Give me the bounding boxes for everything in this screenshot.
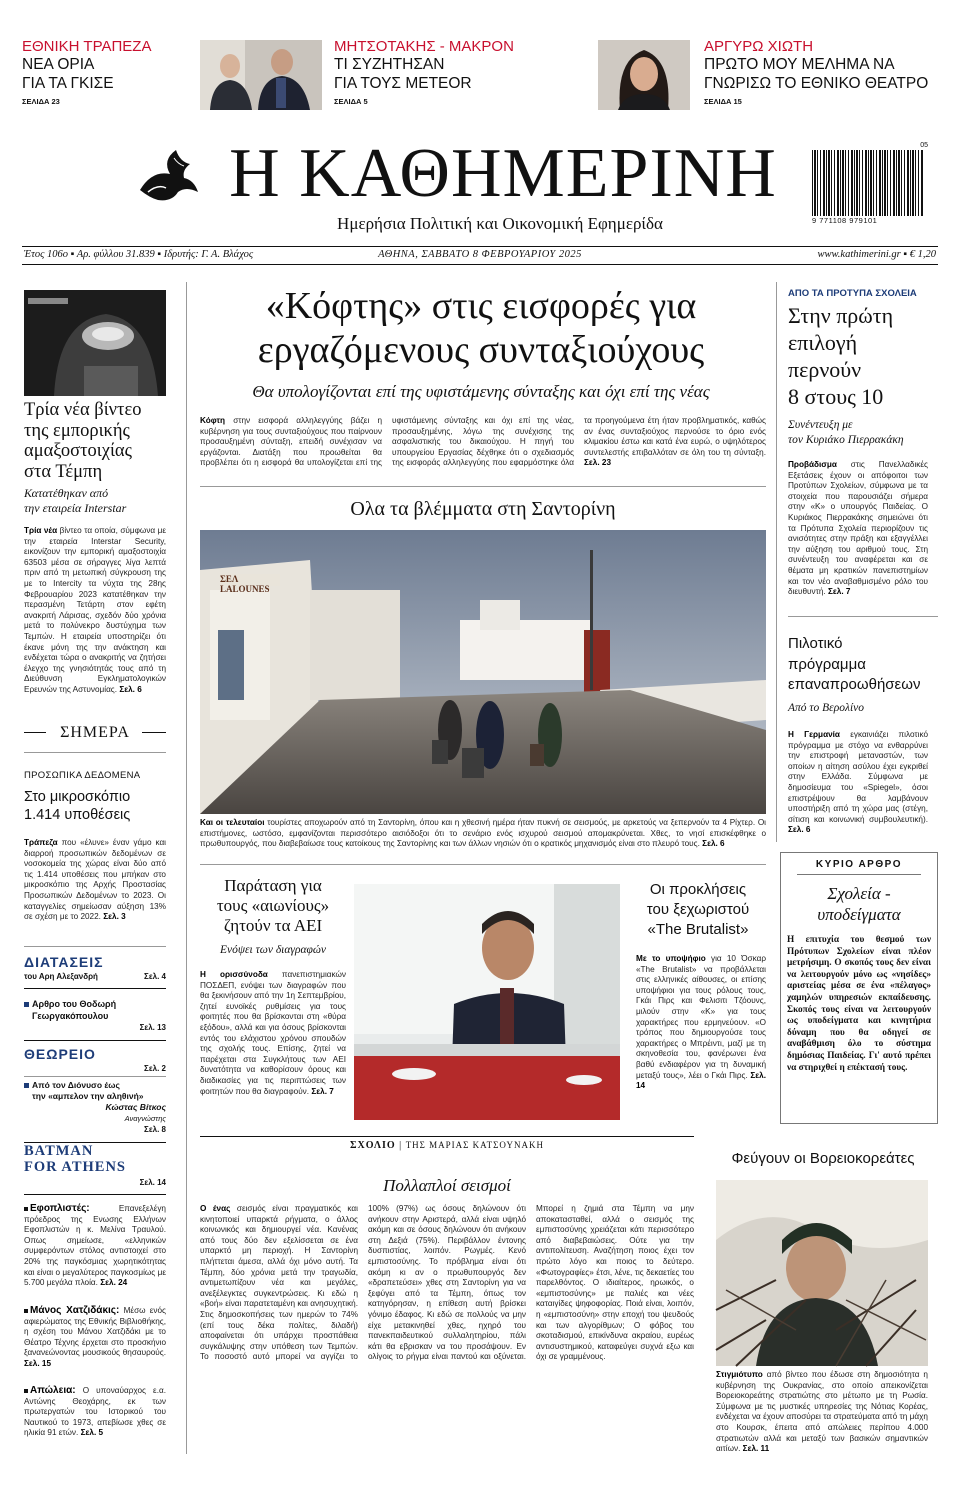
- diatasis-author: του Αρη Αλεξανδρή: [24, 972, 98, 981]
- masthead-subtitle: Ημερήσια Πολιτική και Οικονομική Εφημερίδα: [337, 214, 663, 233]
- bullet-icon: [24, 1002, 29, 1007]
- brief-shipowners: Εφοπλιστές: Επανεξελέγη πρόεδρος της Ενωσης Ελλήνων Εφοπλιστών η κ. Μελίνα Τραυλού. Οπως σημείωσε, «ελληνικών συμφερόντων στόλος αντιστοιχεί στο 20% της παγκόσμιας χωρητικότητας και είναι ο μεγαλύτερος παγκοσμίως με 5.700 μεγάλα πλοία. Σελ. 24: [24, 1203, 166, 1288]
- teaser-photo-argyro-chioti: [598, 40, 690, 110]
- two-leaders-illustration: [200, 40, 322, 110]
- tempi-headline: αμαξοστοιχίας: [24, 441, 132, 461]
- schools-subhead: Συνέντευξη με τον Κυριάκο Πιερρακάκη: [788, 419, 904, 446]
- tempi-video-still: [24, 290, 166, 396]
- griffin-logo-icon: [132, 140, 204, 210]
- brutalist-scene-illustration: [354, 884, 620, 1120]
- dionysus-article[interactable]: Από τον Διόνυσο έως την «αμπελον την αληθινή» Κώστας Βίτκος Αναγνώστης Σελ. 8: [24, 1080, 166, 1140]
- bullet-icon: [24, 1389, 28, 1393]
- editorial-headline[interactable]: Σχολεία - υποδείγματα: [817, 884, 901, 924]
- teaser-kicker: ΜΗΤΣΟΤΑΚΗΣ - ΜΑΚΡΟΝ: [334, 38, 514, 55]
- brief-hatzidakis: Μάνος Χατζιδάκις: Μέσω ενός αφιερώματος της Εθνικής Βιβλιοθήκης, η σχέση του Μάνου Χατζιδάκι με το Θέατρο Τέχνης έρχεται στο προσκήνιο ξανανεώνοντας μουσικούς θησαυρούς. Σελ. 15: [24, 1305, 166, 1368]
- teaser-mitsotakis-macron[interactable]: [334, 38, 544, 114]
- tempi-headline: Τρία νέα βίντεο: [24, 400, 142, 420]
- teaser-photo-mitsotakis-macron: [200, 40, 322, 110]
- today-label: ΣΗΜΕΡΑ: [60, 724, 130, 741]
- pilot-subhead: Από το Βερολίνο: [788, 702, 865, 714]
- privacy-kicker: ΠΡΟΣΩΠΙΚΑ ΔΕΔΟΜΕΝΑ: [24, 770, 141, 781]
- teaser-page: ΣΕΛΙΔΑ 15: [704, 97, 742, 106]
- teaser-title: ΓΙΑ ΤΟΥΣ METEOR: [334, 75, 472, 92]
- diatasis-ref: Σελ. 4: [144, 972, 166, 981]
- brutalist-body: Με το υποψήφιο για 10 Όσκαρ «The Brutalist» να προβάλλεται στις ελληνικές αίθουσες, οι επίσης υποψήφιοι για τους ρόλους τους, Γκάι Πιρς και Φελισιτι Τζόουνς, μιλούν στην «Κ» για τους χαρακτήρες που ερμηνεύουν. «Ο τρόπος που δημιουργούσε τους χαρακτήρες ο Μπρέιντι, μαζί με τη σκηνοθεσία του, φανέρωνει ένα βαθύ ενδιαφέρον για τη δυναμική μεταξύ τους», λέει ο Γκάι Πιρς. Σελ. 14: [636, 954, 766, 1091]
- tempi-body: Τρία νέα βίντεο τα οποία, σύμφωνα με την εταιρεία Interstar Security, εικονίζουν την εμπορική αμαξοστοιχία 63503 μέσα σε σήραγγες λίγα λεπτά πριν από τη μετωπική σύγκρουση της με το Intercity τα νύχτα της 28ης Φεβρουαρίου 2023 κατατέθηκαν την περασμένη Τετάρτη στον εφέτη ανακριτή Λάρισας, σχεδόν δύο χρόνια μετά το πολύνεκρο δυστύχημα των Τεμπών. Η εταιρεία υποστηρίζει ότι έκανε μόνη της την ανάκτηση και ενδέχεται τώρα ο ανακριτής να ζητήσει έλεγχο της γνησιότητάς τους από τη Διεύθυνση Εγκληματολογικών Ερευνών της Αστυνομίας. Σελ. 6: [24, 526, 167, 694]
- schools-body: Προβάδισμα στις Πανελλαδικές Εξετάσεις έχουν οι απόφοιτοι των Προτύπων Σχολείων, σύμφωνα με τα στοιχεία που παρουσιάζει σήμερα στην «Κ» ο υπουργός Παιδείας. Ο Κυριάκος Πιερρακάκης σημειώνει ότι τα Πρότυπα Σχολεία περιορίζουν τις ανισότητες στην πράξη και εξαγγέλλει την αύξηση του αριθμού τους. Στη συνέντευξη του αναφέρεται και σε θέματα μη κρατικών πανεπιστημίων και τον νέο αναβαθμισμένο ρόλο του διευθυντή. Σελ. 7: [788, 460, 928, 597]
- lead-headline[interactable]: «Κόφτης» στις εισφορές για εργαζόμενους συνταξιούχους: [257, 285, 705, 371]
- teaser-kicker: ΑΡΓΥΡΩ ΧΙΩΤΗ: [704, 38, 814, 55]
- editorial-box: [780, 852, 938, 1124]
- bullet-icon: [24, 1083, 29, 1088]
- schools-kicker: ΑΠΟ ΤΑ ΠΡΟΤΥΠΑ ΣΧΟΛΕΙΑ: [788, 288, 917, 299]
- brutalist-photo: [354, 884, 620, 1120]
- teaser-title: ΤΙ ΣΥΖΗΤΗΣΑΝ: [334, 56, 445, 73]
- santorini-shop-sign: ΣΕΛ LALOUNES: [220, 574, 280, 586]
- santorini-street-illustration: [200, 530, 766, 814]
- santorini-headline[interactable]: Ολα τα βλέμματα στη Σαντορίνη: [350, 498, 616, 520]
- teaser-title: ΓΙΑ ΤΑ ΓΚΙΣΕ: [22, 75, 114, 92]
- teaser-argyro-chioti[interactable]: [704, 38, 944, 114]
- barcode-issue: 05: [920, 142, 928, 149]
- soldier-snow-illustration: [716, 1180, 928, 1366]
- bullet-icon: [24, 1309, 28, 1313]
- schools-headline[interactable]: Στην πρώτη επιλογή περνούν 8 στους 10: [788, 303, 894, 409]
- batman-for-athens[interactable]: BATMAN FOR ATHENS: [24, 1143, 126, 1175]
- lead-body: Κόφτη στην εισφορά αλληλεγγύης βάζει η κυβέρνηση για τους συνταξιούχους που παίρνουν προσαυξημένη σύνταξη, επειδή συνέχισαν να εργάζονται. Διατάξη που προωθείται θα προβλέπει ότι η εισφορά θα υπολογίζεται επί της υφιστάμενης σύνταξης και όχι επί της νέας, προσαυξημένης, λόγω της συνέχισης της ασφαλιστικής του δικαιούχου. Η πηγή του υπουργείου Εργασίας δέχθηκε ότι ο σχεδιασμός της εισφοράς αλληλεγγύης που εφαρμόστηκε όλα τα προηγούμενα έτη ήταν προβληματικός, καθώς αν ένας συνταξιούχος περνούσε το όριο ενός κλιμακίου έστω και κατά ένα ευρώ, ο υψηλότερος συντελεστής επιβαλλόταν σε όλη του τη σύνταξη. Σελ. 23: [200, 416, 766, 468]
- georgakopoulos-article[interactable]: Αρθρο του Θοδωρή Γεωργακόπουλου Σελ. 13: [24, 998, 166, 1038]
- issue-info: Έτος 106ο ▪ Αρ. φύλλου 31.839 ▪ Ιδρυτής: Γ. Α. Βλάχος: [24, 249, 254, 260]
- teaser-title: ΠΡΩΤΟ ΜΟΥ ΜΕΛΗΜΑ ΝΑ: [704, 56, 895, 73]
- comment-body: Ο ένας σεισμός είναι πραγματικός και κινητοποιεί υπαρκτά ρήγματα, ο άλλος κοινωνικός και δημιουργεί νέα. Κανένας από τους δύο δεν εξελίσσεται σε ένα υπαρκτό μη περιοχή. Η Σαντορίνη πλήττεται άμεσα, αλλά όχι μόνο αυτή. Τα Τέμπη, δύο χρόνια μετά την τραγωδία, αντιμετωπίζουν νέα και μεγάλες, ανεξέλεγκτες συγκεντρώσεις. Κι εδώ η «βοή» είναι παρατεταμένη και ανησυχητική. Στις δημοσκοπήσεις των ημερών το 74% (επί τους δέκα πολίτες, διλαδή) αποφαίνεται ότι υπάρχει προσπάθεια συγκάλυψης στην υπόθεση των Τεμπών. Το ποσοστό αυτό μπορεί να αγγίζει το 100% (97%) ως όσους δηλώνουν ότι ανήκουν στην Αριστερά, αλλά είναι υψηλό ακόμη και σε όσους δηλώνουν ότι ανήκουν στη Δεξιά (75%). Περιβάλλον έντονης δυσπιστίας, λοιπόν. Ρωγμές. Κενό εμπιστοσύνης. Το πρόβλημα είναι ότι ακόμη κι αν ο πρωθυπουργός δεν «δραπετεύσει» χθες στη Σαντορίνη για να ξεφύγει από τα Τέμπη, όπως τον κατηγόρησαν, η επίθεση αυτή βρίσκει γόνιμο έδαφος. Κι εδώ σε πολλούς να μην είχε μετακινηθεί χθες, ηχηρό του πανεκπαιδευτικού συλλαλητηρίου, πάλι κάτι θα εβρισκαν να του προσάψουν. Εν ολίγοις το ρήγμα είναι παντού και οξύνεται. Μπορεί η ζημιά στα Τέμπη να μην αποκατασταθεί, αλλά ο σεισμός της εμπιστοσύνης χρειάζεται κάτι περισσότερο από διαβεβαιώσεις. Ούτε για την αντιπολίτευση. Αναζήτηση ποιος έχει τον πρώτο λόγο και ποιος το δεύτερο. «Φωτογραφίες» έτσι, λένε, τις δεκαετίες του παρελθόντος. Ο ιδιαίτερος, ηρωικός, ο «εμπιστοσύνης» με παλιές και νέες καταιγίδες ψηφοφορίας. Ποιά είναι, λοιπόν, η «εμπιστοσύνη» στην εποχή του ψευδούς και των αλγορίθμων; Ο φόβος του σκοταδισμού, επικίνδυνα ακραίου, ευρέως αντισυστημικού, καταφεύγει συχνά εξω και όχι σε γραμμένους.: [200, 1204, 694, 1362]
- teaser-page: ΣΕΛΙΔΑ 5: [334, 97, 368, 106]
- tempi-subhead: την εταιρεία Interstar: [24, 501, 127, 515]
- teaser-title: ΝΕΑ ΟΡΙΑ: [22, 56, 95, 73]
- bullet-icon: [24, 1207, 28, 1211]
- brief-obituary: Απώλεια: Ο υποναύαρχος ε.α. Αντώνης Θεοχάρης, εκ των πρωτεργατών του Ιστορικού του Ναυτικού το 1973, απεβίωσε χθες σε ηλικία 91 ετών. Σελ. 5: [24, 1385, 166, 1438]
- comment-kicker: ΣΧΟΛΙΟ | ΤΗΣ ΜΑΡΙΑΣ ΚΑΤΣΟΥΝΑΚΗ: [350, 1140, 544, 1151]
- batman-ref: Σελ. 14: [139, 1178, 166, 1187]
- theorio-title[interactable]: ΘΕΩΡΕΙΟ: [24, 1046, 96, 1062]
- aei-subhead: Ενόψει των διαγραφών: [220, 944, 326, 956]
- pilot-headline[interactable]: Πιλοτικό πρόγραμμα επαναπροωθήσεων: [788, 635, 921, 693]
- santorini-caption: Και οι τελευταίοι τουρίστες αποχωρούν από τη Σαντορίνη, όπου και η χθεσινή ημέρα ήταν πυκνή σε σεισμούς, με αρκετούς να ξεπερνούν τα 4 Ρίχτερ. Οι επιστήμονες, ωστόσο, εμφανίζονται περισσότερο αισιόδοξοι ότι το σενάριο ενός ισχυρού σεισμού απομακρύνεται. Χθες, το νησί επισκέφθηκε ο πρωθυπουργός, που διαβεβαίωσε τους κατοίκους της Σαντορίνης και των άλλων νησιών ότι ο κρατικός μηχανισμός είναι στο πλευρό τους. Σελ. 6: [200, 818, 767, 849]
- barcode-number: 9 771108 979101: [812, 216, 878, 225]
- theorio-ref: Σελ. 2: [144, 1064, 166, 1073]
- north-korean-soldier-photo: [716, 1180, 928, 1366]
- pilot-body: Η Γερμανία εγκαινιάζει πιλοτικό πρόγραμμα με στόχο να ενθαρρύνει την επιστροφή μεταναστών, των οποίων η αίτηση ασύλου έχει εγκριθεί στην Ελλάδα. Σύμφωνα με δημοσίευμα του «Spiegel», όσοι επιστρέψουν θα λαμβάνουν υποστήριξη από τη χώρα μας (στέγη, σίτιση και κοινωνική συμβουλευτική). Σελ. 6: [788, 730, 929, 835]
- privacy-headline[interactable]: Στο μικροσκόπιο 1.414 υποθέσεις: [24, 789, 131, 823]
- issue-date: ΑΘΗΝΑ, ΣΑΒΒΑΤΟ 8 ΦΕΒΡΟΥΑΡΙΟΥ 2025: [378, 249, 582, 260]
- tempi-headline: στα Τέμπη: [24, 461, 103, 482]
- tunnel-train-illustration: [24, 290, 166, 396]
- tempi-story[interactable]: [24, 400, 174, 518]
- masthead-title: Η ΚΑΘΗΜΕΡΙΝΗ: [229, 135, 777, 212]
- korea-caption: Στιγμιότυπο από βίντεο που έδωσε στη δημοσιότητα η κυβέρνηση της Ουκρανίας, στο οποίο απεικονίζεται Βορειοκορεάτης στρατιώτης στο μέτωπο με τη Ρωσία. Σύμφωνα με τις μυστικές υπηρεσίες της Νότιας Κορέας, ενδέχεται να έχουν αποσύρει τα στρατεύματα από τη μάχη στο Κουρσκ, έπειτα από απώλειες περίπου 4.000 στρατιωτών αλλά και μεταξύ των βασικών σημαντικών αιτίων. Σελ. 11: [716, 1370, 928, 1454]
- korea-headline[interactable]: Φεύγουν οι Βορειοκορεάτες: [731, 1150, 915, 1167]
- tempi-headline: της εμπορικής: [24, 420, 130, 441]
- editorial-kicker: ΚΥΡΙΟ ΑΡΘΡΟ: [815, 859, 903, 870]
- teaser-nbg[interactable]: [22, 38, 192, 114]
- portrait-illustration: [598, 40, 690, 110]
- privacy-body: Τράπεζα που «έλυνε» έναν γάμο και διαρροή προσωπικών δεδομένων σε νοσοκομεία της χώρας είναι δύο από τις 1.414 υποθέσεις που μπήκαν στο μικροσκόπιο της Αρχής Προστασίας Προσωπικών Δεδομένων το 2023. Οι καταγγελίες σημείωσαν αύξηση 13% σε σχέση με το 2022. Σελ. 3: [24, 838, 166, 922]
- aei-headline[interactable]: Παράταση για τους «αιωνίους» ζητούν τα ΑΕΙ: [216, 876, 330, 935]
- teaser-kicker: ΕΘΝΙΚΗ ΤΡΑΠΕΖΑ: [22, 38, 152, 55]
- teaser-page: ΣΕΛΙΔΑ 23: [22, 97, 60, 106]
- barcode-bars-icon: [812, 150, 924, 216]
- lead-subhead: Θα υπολογίζονται επί της υφιστάμενης σύνταξης και όχι επί της νέας: [252, 382, 710, 401]
- teaser-title: ΓΝΩΡΙΣΩ ΤΟ ΕΘΝΙΚΟ ΘΕΑΤΡΟ: [704, 75, 929, 92]
- website-price: www.kathimerini.gr ▪ € 1,20: [817, 249, 936, 260]
- santorini-photo: [200, 530, 766, 814]
- aei-body: Η ορισσύνοδα πανεπιστημιακών ΠΟΣΔΕΠ, ενόψει των διαγραφών που θα ξεκινήσουν από την 1η Σεπτεμβρίου, ζητεί ευνοϊκές ρυθμίσεις για τους φοιτητές που θα βρίσκονται στη «θύρα εξόδου», αλλά και για όσους βρίσκονται εντός του ελάχιστου χρόνου σπουδών της σχολής τους. Επίσης, ζητεί να παρέχεται στα Συγκλήτους των ΑΕΙ δυνατότητα να καθορίσουν όρους και διαδικασίες για τις περιπτώσεις των φοιτητών που θα διαγραφούν. Σελ. 7: [200, 970, 346, 1096]
- editorial-body: Η επιτυχία του θεσμού των Πρότυπων Σχολείων είναι πλέον μετρήσιμη. Ο σκοπός τους δεν είναι να λειτουργούν μόνο ως «νησίδες» αριστείας μέσα σε ένα «πέλαγος» χαμηλών υπηρεσιών εκπαίδευσης. Σκοπός τους είναι να λειτουργούν ως υποδείγματα και κινητήρια δύναμη που θα οδηγεί σε αναβάθμιση όλο το σύστημα δημόσιας Παιδείας. Γι' αυτό πρέπει να στηριχθεί η επέκτασή τους.: [787, 935, 931, 1073]
- barcode: [812, 142, 934, 232]
- tempi-subhead: Κατατέθηκαν από: [24, 486, 109, 500]
- brutalist-headline[interactable]: Οι προκλήσεις του ξεχωριστού «The Brutalist»: [646, 881, 750, 938]
- comment-headline[interactable]: Πολλαπλοί σεισμοί: [383, 1176, 511, 1195]
- diatasis-title[interactable]: ΔΙΑΤΑΣΕΙΣ: [24, 954, 104, 970]
